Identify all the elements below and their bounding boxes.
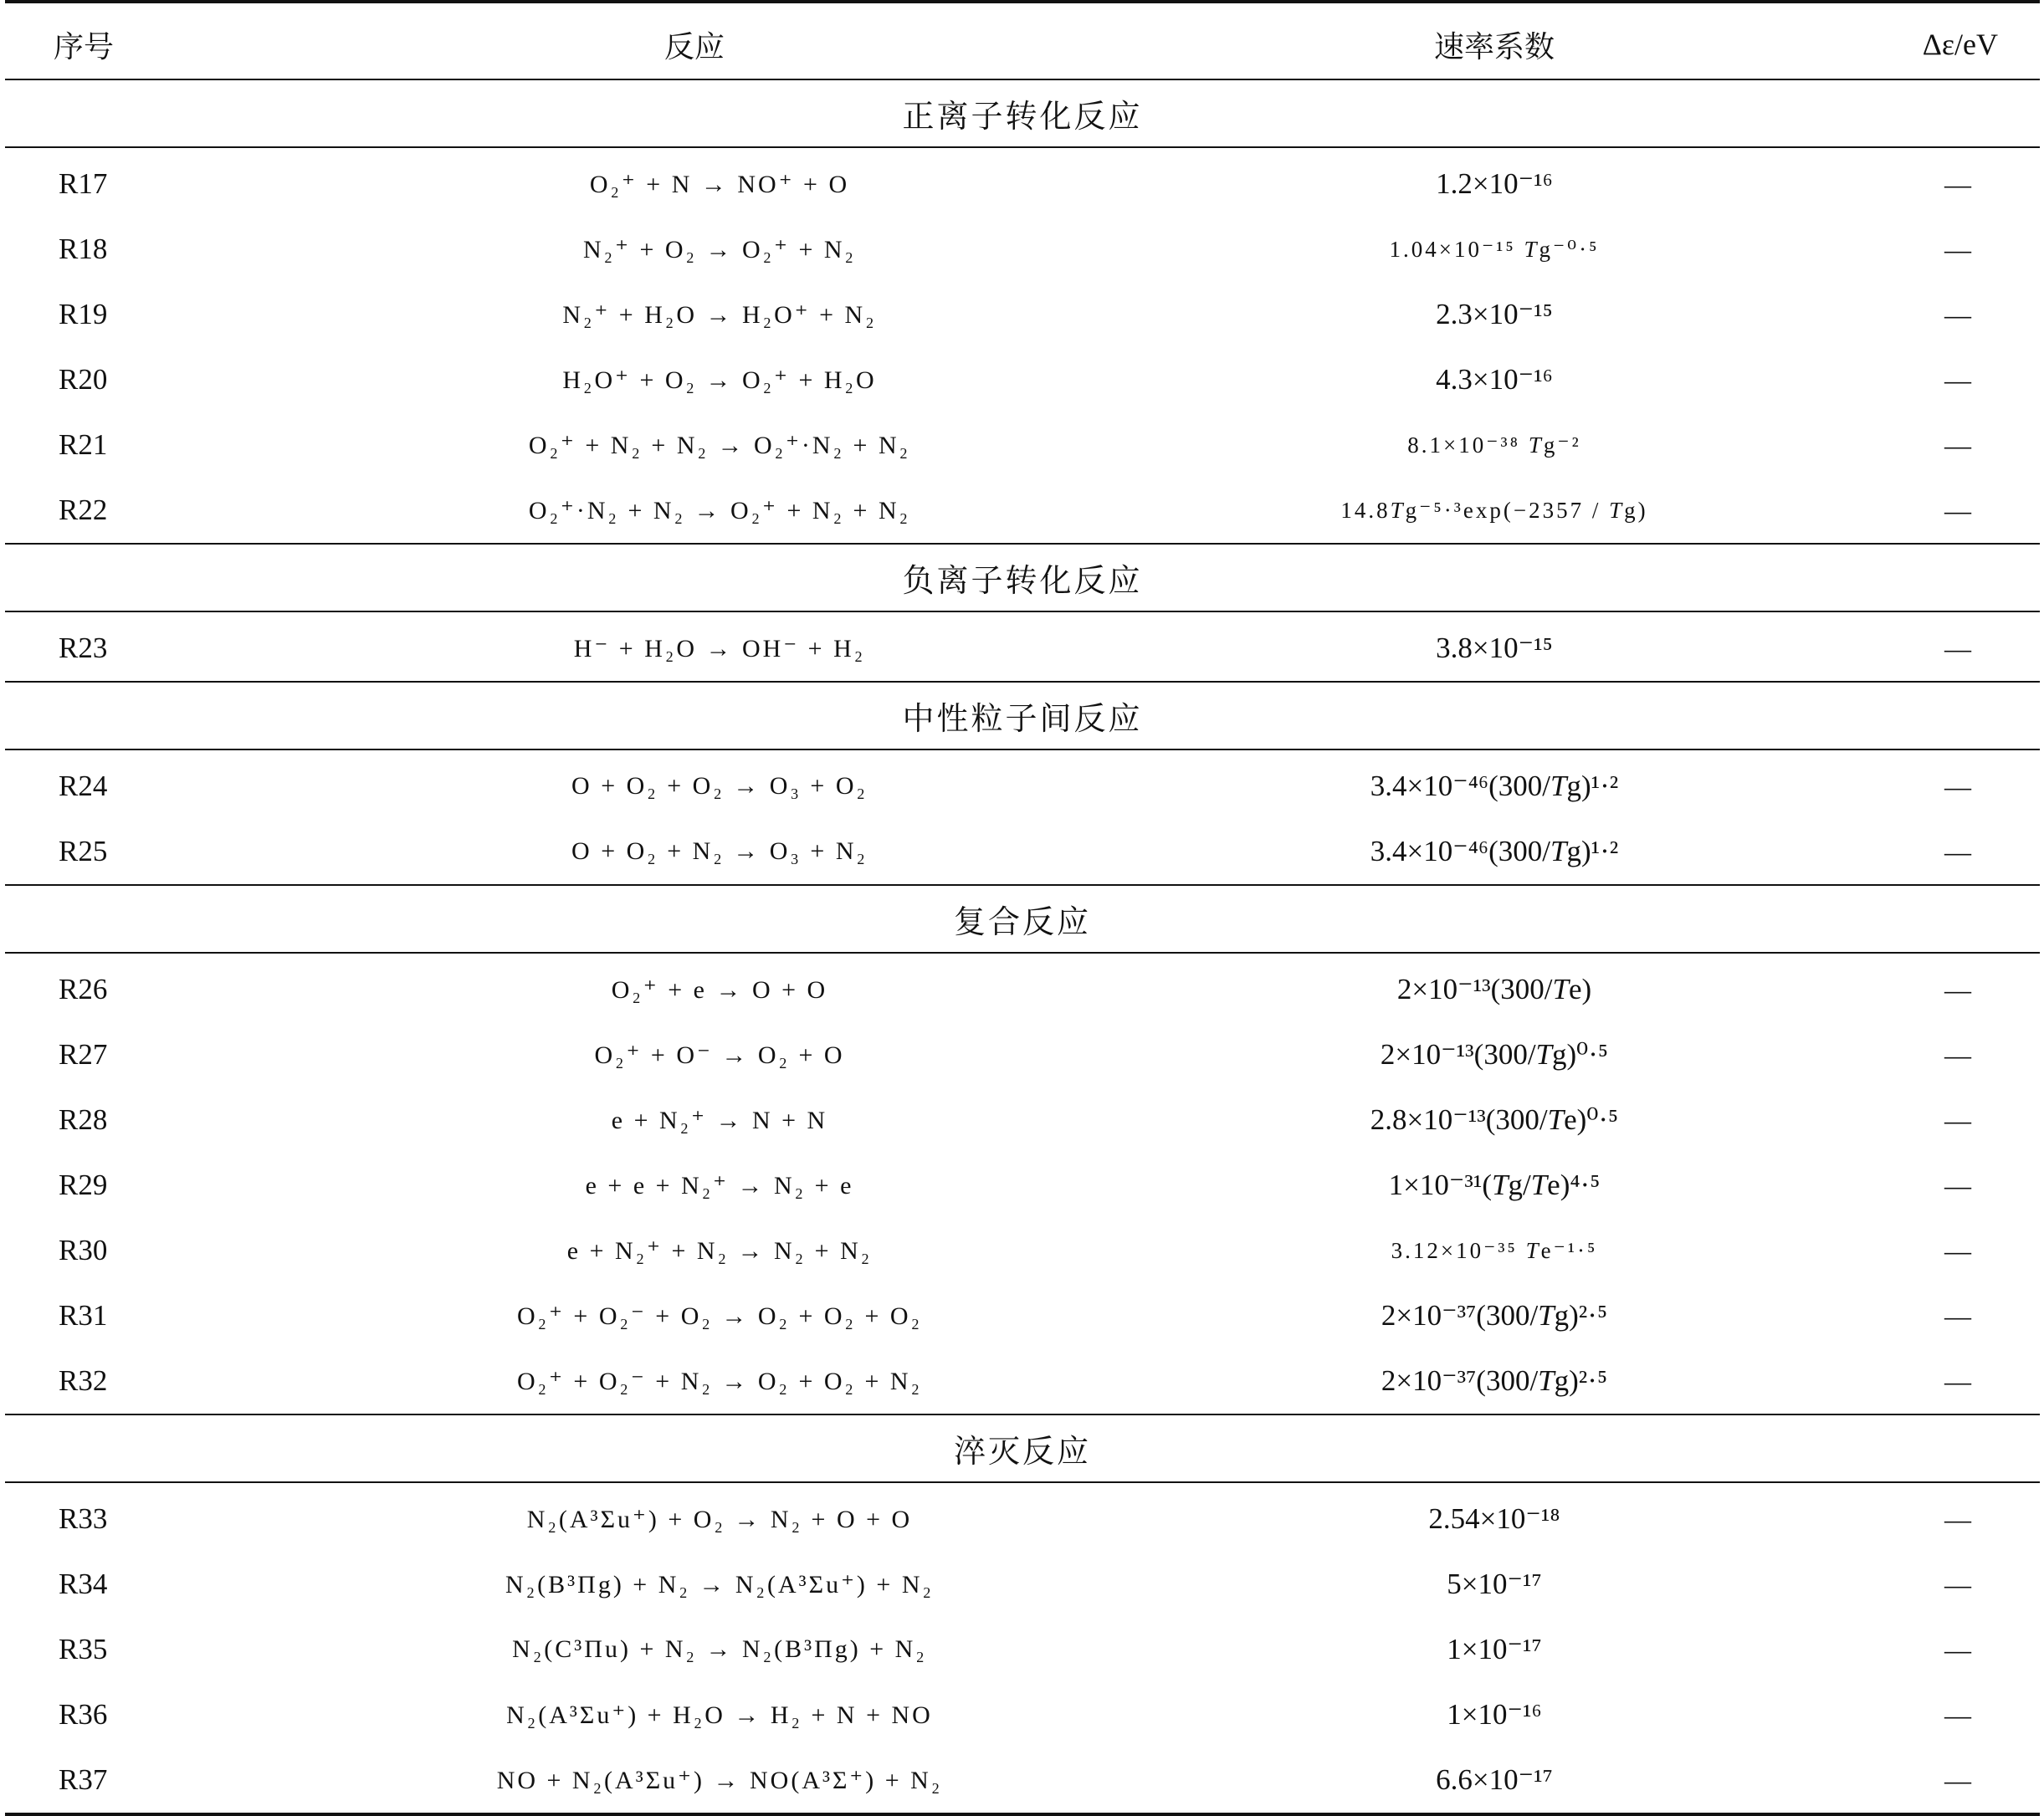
header-energy: Δε/eV	[1764, 2, 2040, 79]
reaction-equation: H⁻ + H₂O → OH⁻ + H₂	[573, 634, 866, 662]
reaction-equation: O₂⁺ + N → NO⁺ + O	[589, 170, 850, 198]
reaction-id: R17	[59, 167, 108, 200]
table-row	[5, 953, 2040, 1022]
energy-change: —	[1944, 1039, 1971, 1070]
rate-coefficient: 3.8×10⁻¹⁵	[1436, 632, 1553, 664]
reaction-id: R32	[59, 1364, 108, 1397]
section-header-row	[5, 544, 2040, 611]
energy-change: —	[1944, 1300, 1971, 1331]
reaction-id: R35	[59, 1633, 108, 1665]
energy-change: —	[1944, 1104, 1971, 1135]
energy-change: —	[1944, 770, 1971, 801]
energy-change: —	[1944, 429, 1971, 460]
table-row	[5, 1283, 2040, 1348]
energy-change: —	[1944, 632, 1971, 663]
table-row	[5, 749, 2040, 819]
reaction-id: R29	[59, 1169, 108, 1201]
reaction-id: R19	[59, 298, 108, 330]
rate-coefficient: 2.3×10⁻¹⁵	[1436, 298, 1553, 330]
table-row	[5, 1153, 2040, 1218]
section-title: 复合反应	[5, 885, 2040, 953]
rate-coefficient: 2.54×10⁻¹⁸	[1428, 1502, 1560, 1535]
rate-coefficient: 8.1×10⁻³⁸ Tg⁻²	[1407, 432, 1581, 458]
reaction-id: R23	[59, 632, 108, 664]
rate-coefficient: 3.4×10⁻⁴⁶(300/Tg)¹·²	[1370, 770, 1619, 802]
reaction-id: R27	[59, 1038, 108, 1071]
table-row	[5, 1022, 2040, 1087]
reaction-equation: H₂O⁺ + O₂ → O₂⁺ + H₂O	[562, 366, 877, 394]
reaction-equation: O + O₂ + O₂ → O₃ + O₂	[571, 772, 868, 800]
reaction-equation: O + O₂ + N₂ → O₃ + N₂	[571, 837, 868, 865]
reaction-id: R34	[59, 1568, 108, 1600]
section-header-row	[5, 79, 2040, 147]
energy-change: —	[1944, 1699, 1971, 1730]
rate-coefficient: 1.04×10⁻¹⁵ Tg⁻⁰·⁵	[1389, 236, 1600, 262]
rate-coefficient: 4.3×10⁻¹⁶	[1436, 363, 1553, 396]
rate-coefficient: 5×10⁻¹⁷	[1447, 1568, 1542, 1600]
table-row	[5, 1552, 2040, 1617]
reaction-id: R21	[59, 428, 108, 461]
reaction-id: R28	[59, 1103, 108, 1136]
reaction-equation: e + N₂⁺ → N + N	[611, 1106, 828, 1134]
reaction-table-container	[5, 0, 2040, 1816]
table-row	[5, 819, 2040, 885]
rate-coefficient: 1×10⁻¹⁷	[1447, 1633, 1542, 1665]
energy-change: —	[1944, 233, 1971, 264]
table-row	[5, 282, 2040, 347]
energy-change: —	[1944, 1365, 1971, 1396]
reaction-equation: O₂⁺ + O⁻ → O₂ + O	[594, 1041, 845, 1069]
table-row	[5, 478, 2040, 544]
energy-change: —	[1944, 1634, 1971, 1665]
table-row	[5, 217, 2040, 282]
reaction-equation: N₂(A³Σu⁺) + H₂O → H₂ + N + NO	[506, 1701, 933, 1729]
energy-change: —	[1944, 364, 1971, 395]
reaction-id: R30	[59, 1234, 108, 1266]
reaction-equation: O₂⁺ + N₂ + N₂ → O₂⁺·N₂ + N₂	[528, 431, 911, 459]
table-row	[5, 412, 2040, 478]
rate-coefficient: 2×10⁻³⁷(300/Tg)²·⁵	[1381, 1299, 1608, 1332]
rate-coefficient: 1×10⁻³¹(Tg/Te)⁴·⁵	[1388, 1169, 1601, 1201]
reaction-equation: N₂(C³Πu) + N₂ → N₂(B³Πg) + N₂	[512, 1635, 927, 1663]
table-row	[5, 147, 2040, 217]
table-row	[5, 1348, 2040, 1414]
reaction-id: R25	[59, 835, 108, 867]
energy-change: —	[1944, 974, 1971, 1005]
reaction-equation: O₂⁺ + O₂⁻ + O₂ → O₂ + O₂ + O₂	[516, 1302, 923, 1330]
header-reaction: 反应	[164, 2, 1225, 79]
reaction-id: R24	[59, 770, 108, 802]
energy-change: —	[1944, 299, 1971, 330]
table-header-row	[5, 2, 2040, 79]
reaction-equation: N₂⁺ + H₂O → H₂O⁺ + N₂	[562, 300, 877, 329]
table-row	[5, 1617, 2040, 1682]
energy-change: —	[1764, 1747, 2040, 1814]
reaction-equation: O₂⁺·N₂ + N₂ → O₂⁺ + N₂ + N₂	[528, 496, 911, 524]
energy-change: —	[1944, 1503, 1971, 1534]
rate-coefficient: 3.4×10⁻⁴⁶(300/Tg)¹·²	[1370, 835, 1619, 867]
table-row	[5, 1087, 2040, 1153]
reaction-equation: N₂(A³Σu⁺) + O₂ → N₂ + O + O	[526, 1505, 913, 1533]
section-title: 负离子转化反应	[5, 544, 2040, 611]
reaction-equation: NO + N₂(A³Σu⁺) → NO(A³Σ⁺) + N₂	[164, 1747, 1225, 1814]
reaction-id: R36	[59, 1698, 108, 1731]
rate-coefficient: 6.6×10⁻¹⁷	[1225, 1747, 1764, 1814]
rate-coefficient: 2.8×10⁻¹³(300/Te)⁰·⁵	[1370, 1103, 1619, 1136]
reaction-equation: N₂⁺ + O₂ → O₂⁺ + N₂	[582, 235, 856, 263]
reaction-rate-table	[5, 0, 2040, 1816]
table-row	[5, 1482, 2040, 1552]
table-row	[5, 1682, 2040, 1747]
reaction-id: R37	[5, 1747, 164, 1814]
section-title: 淬灭反应	[5, 1414, 2040, 1482]
rate-coefficient: 14.8Tg⁻⁵·³exp(−2357 / Tg)	[1340, 497, 1648, 523]
reaction-id: R20	[59, 363, 108, 396]
reaction-equation: N₂(B³Πg) + N₂ → N₂(A³Σu⁺) + N₂	[505, 1570, 934, 1599]
table-row	[5, 1747, 2040, 1814]
table-row	[5, 1218, 2040, 1283]
table-row	[5, 611, 2040, 682]
rate-coefficient: 2×10⁻¹³(300/Te)	[1396, 973, 1592, 1005]
header-id: 序号	[5, 2, 164, 79]
rate-coefficient: 1×10⁻¹⁶	[1447, 1698, 1542, 1731]
rate-coefficient: 3.12×10⁻³⁵ Te⁻¹·⁵	[1391, 1237, 1598, 1263]
energy-change: —	[1944, 1169, 1971, 1200]
header-rate: 速率系数	[1225, 2, 1764, 79]
section-title: 中性粒子间反应	[5, 682, 2040, 749]
reaction-id: R31	[59, 1299, 108, 1332]
reaction-id: R18	[59, 233, 108, 265]
reaction-equation: O₂⁺ + O₂⁻ + N₂ → O₂ + O₂ + N₂	[516, 1367, 923, 1395]
energy-change: —	[1944, 168, 1971, 199]
rate-coefficient: 2×10⁻¹³(300/Tg)⁰·⁵	[1380, 1038, 1609, 1071]
section-header-row	[5, 885, 2040, 953]
section-header-row	[5, 1414, 2040, 1482]
energy-change: —	[1944, 1568, 1971, 1599]
table-body	[5, 79, 2040, 1814]
reaction-equation: e + N₂⁺ + N₂ → N₂ + N₂	[566, 1236, 873, 1265]
energy-change: —	[1944, 836, 1971, 867]
rate-coefficient: 1.2×10⁻¹⁶	[1436, 167, 1553, 200]
section-title: 正离子转化反应	[5, 79, 2040, 147]
section-header-row	[5, 682, 2040, 749]
energy-change: —	[1944, 494, 1971, 525]
reaction-id: R22	[59, 494, 108, 526]
rate-coefficient: 2×10⁻³⁷(300/Tg)²·⁵	[1381, 1364, 1608, 1397]
reaction-id: R33	[59, 1502, 108, 1535]
table-row	[5, 347, 2040, 412]
energy-change: —	[1944, 1235, 1971, 1266]
reaction-equation: e + e + N₂⁺ → N₂ + e	[585, 1171, 854, 1200]
reaction-id: R26	[59, 973, 108, 1005]
reaction-equation: O₂⁺ + e → O + O	[611, 975, 828, 1004]
